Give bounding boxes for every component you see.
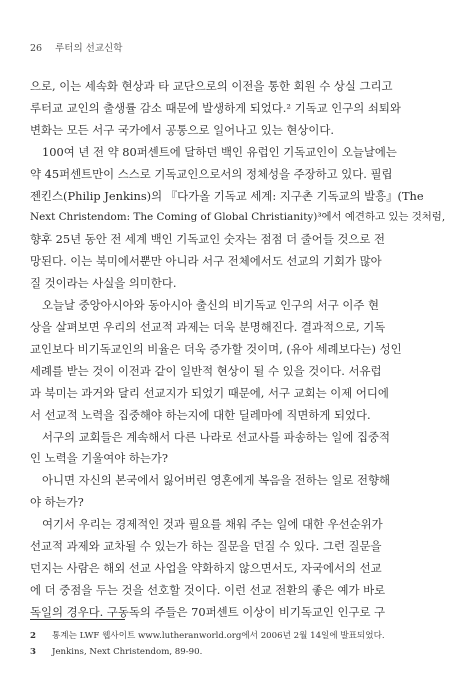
page-header xyxy=(30,40,132,54)
footnote-rule xyxy=(30,619,125,620)
text-line: Next Christendom: The Coming of Global Christianity)³에서 예견하고 있는 것처럼, xyxy=(30,211,446,224)
footnote-number: 3 xyxy=(30,647,36,657)
running-title: 루터의 선교신학 xyxy=(55,43,123,54)
text-line: 향후 25년 동안 전 세계 백인 기독교인 숫자는 점점 더 줄어들 것으로 전 xyxy=(30,232,386,247)
text-line: 과 북미는 과거와 달리 선교지가 되었기 때문에, 서구 교회는 이제 어디에 xyxy=(30,385,389,400)
text-line: 질 것이라는 사실을 의미한다. xyxy=(30,276,177,291)
text-line: 선교적 과제와 교차될 수 있는가 하는 질문을 던질 수 있다. 그런 질문을 xyxy=(30,539,382,554)
text-line: 100여 년 전 약 80퍼센트에 달하던 백인 유럽인 기독교인이 오늘날에는 xyxy=(42,144,397,159)
text-line: 으로, 이는 세속화 현상과 타 교단으로의 이전을 통한 회원 수 상실 그리고 xyxy=(30,79,393,93)
text-line: 여기서 우리는 경제적인 것과 필요를 채워 주는 일에 대한 우선순위가 xyxy=(42,517,383,532)
text-line: 젠킨스(Philip Jenkins)의 『다가올 기독교 세계: 지구촌 기독교의 발흥』(The xyxy=(30,188,424,203)
text-line: 변화는 모든 서구 국가에서 공통으로 일어나고 있는 현상이다. xyxy=(30,122,335,137)
body-text xyxy=(30,76,445,624)
footnote xyxy=(30,628,445,644)
text-line: 상을 살펴보면 우리의 선교적 과제는 더욱 분명해진다. 결과적으로, 기독 xyxy=(30,319,386,334)
text-line: 에 더 중점을 두는 것을 선호할 것이다. 이런 선교 전환의 좋은 예가 바로 xyxy=(30,582,386,597)
text-line: 인 노력을 기울여야 하는가? xyxy=(30,451,169,466)
footnote-text: 통계는 LWF 웹사이트 www.lutheranworld.org에서 2006년 2월 14일에 발표되었다. xyxy=(52,631,385,641)
footnote xyxy=(30,644,445,660)
text-line: 독일의 경우다. 구동독의 주들은 70퍼센트 이상이 비기독교인 인구로 구 xyxy=(30,604,386,619)
text-line: 서 선교적 노력을 집중해야 하는지에 대한 딜레마에 직면하게 되었다. xyxy=(30,407,371,422)
text-line: 야 하는가? xyxy=(30,495,84,510)
text-line: 서구의 교회들은 계속해서 다른 나라로 선교사를 파송하는 일에 집중적 xyxy=(42,429,391,444)
text-line: 던지는 사람은 해외 선교 사업을 약화하지 않으면서도, 자국에서의 선교 xyxy=(30,560,382,575)
footnotes xyxy=(30,628,445,660)
text-line: 교인보다 비기독교인의 비율은 더욱 증가할 것이며, (유아 세례보다는) 성인 xyxy=(30,341,402,356)
text-line: 루터교 교인의 출생률 감소 때문에 발생하게 되었다.² 기독교 인구의 쇠퇴와 xyxy=(30,100,401,115)
footnote-text: Jenkins, Next Christendom, 89-90. xyxy=(52,647,203,657)
text-line: 세례를 받는 것이 이전과 같이 일반적 현상이 될 수 있을 것이다. 서유럽 xyxy=(30,363,382,378)
footnote-number: 2 xyxy=(30,631,36,641)
text-line: 약 45퍼센트만이 스스로 기독교인으로서의 정체성을 주장하고 있다. 필립 xyxy=(30,166,393,181)
page-number: 26 xyxy=(30,43,43,54)
text-line: 망된다. 이는 북미에서뿐만 아니라 서구 전체에서도 선교의 기회가 많아 xyxy=(30,254,382,269)
text-line: 오늘날 중앙아시아와 동아시아 출신의 비기독교 인구의 서구 이주 현 xyxy=(42,298,380,313)
text-line: 아니면 자신의 본국에서 잃어버린 영혼에게 복음을 전하는 일로 전향해 xyxy=(42,473,391,488)
